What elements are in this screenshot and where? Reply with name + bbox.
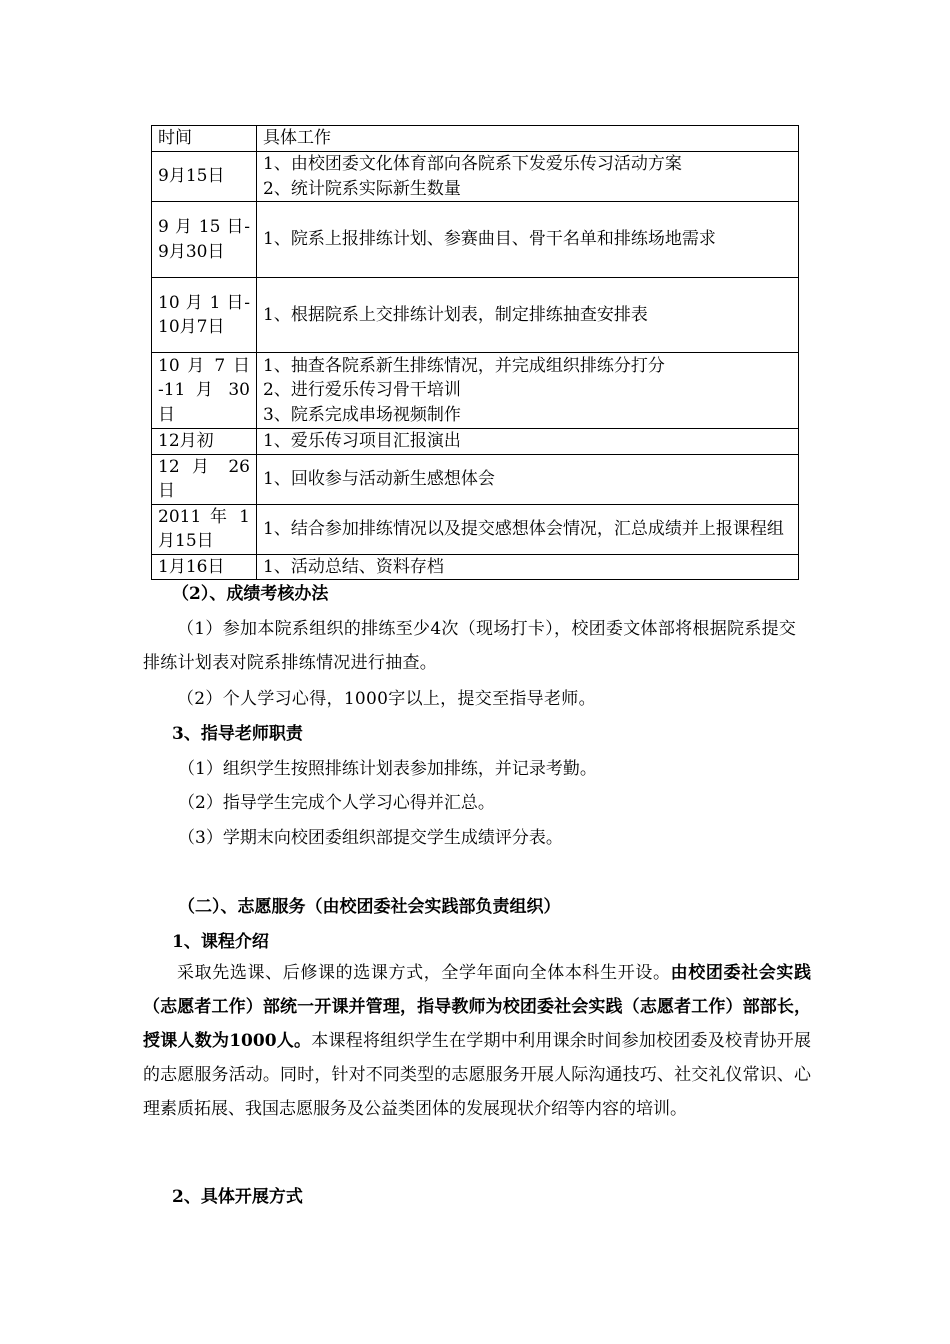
task-line: 1、结合参加排练情况以及提交感想体会情况，汇总成绩并上报课程组 (263, 518, 784, 539)
row-tasks (257, 429, 799, 455)
row-time: 12 月 26 日 (152, 454, 257, 504)
intro-text-2: 本课程将组织学生在学期中利用课余时间参加校团委及校青协开展的志愿服务活动。同时，针对不同类型的志愿服务开展人际沟通技巧、社交礼仪常识、心理素质拓展、我国志愿服务及公益类团体的发展现状介绍等内容的培训。 (143, 1031, 811, 1119)
teacher-item-1: （1）组织学生按照排练计划表参加排练，并记录考勤。 (178, 759, 597, 779)
task-line: 1、抽查各院系新生排练情况，并完成组织排练分打分 (263, 355, 665, 376)
table-row (152, 504, 799, 554)
table-row (152, 353, 799, 429)
intro-text-1: 采取先选课、后修课的选课方式，全学年面向全体本科生开设。 (177, 963, 671, 983)
teacher-item-2: （2）指导学生完成个人学习心得并汇总。 (178, 793, 495, 813)
volunteer-heading: （二）、志愿服务（由校团委社会实践部负责组织） (178, 897, 561, 917)
task-line: 2、进行爱乐传习骨干培训 (263, 380, 461, 401)
row-time: 9 月 15 日-9月30日 (152, 202, 257, 278)
row-time: 9月15日 (152, 152, 257, 202)
table-row (152, 554, 799, 580)
row-time: 2011 年 1 月15日 (152, 504, 257, 554)
table-header-row (152, 126, 799, 152)
course-intro-paragraph (143, 956, 811, 1126)
row-tasks (257, 554, 799, 580)
row-tasks (257, 504, 799, 554)
task-line: 1、回收参与活动新生感想体会 (263, 468, 495, 489)
table-row (152, 202, 799, 278)
header-time: 时间 (152, 126, 257, 152)
task-line: 3、院系完成串场视频制作 (263, 404, 461, 425)
table-row (152, 454, 799, 504)
task-line: 2、统计院系实际新生数量 (263, 178, 461, 199)
teacher-item-3: （3）学期末向校团委组织部提交学生成绩评分表。 (178, 828, 563, 848)
table-row (152, 278, 799, 353)
task-line: 1、院系上报排练计划、参赛曲目、骨干名单和排练场地需求 (263, 229, 716, 250)
task-line: 1、爱乐传习项目汇报演出 (263, 431, 461, 451)
assessment-heading: （2）、成绩考核办法 (172, 584, 329, 604)
header-tasks: 具体工作 (257, 126, 799, 152)
assessment-item-1: （1）参加本院系组织的排练至少4次（现场打卡），校团委文体部将根据院系提交排练计划表对院系排练情况进行抽查。 (143, 619, 797, 673)
row-time: 10 月 7 日 -11 月 30日 (152, 353, 257, 429)
assessment-item-2: （2）个人学习心得，1000字以上，提交至指导老师。 (177, 689, 596, 709)
task-line: 1、由校团委文化体育部向各院系下发爱乐传习活动方案 (263, 154, 682, 174)
task-line: 1、根据院系上交排练计划表，制定排练抽查安排表 (263, 304, 648, 325)
method-heading: 2、具体开展方式 (172, 1187, 303, 1207)
row-tasks (257, 454, 799, 504)
row-time: 12月初 (152, 429, 257, 455)
table-row (152, 429, 799, 455)
schedule-table (151, 125, 799, 580)
table-row (152, 152, 799, 202)
course-intro-heading: 1、课程介绍 (172, 932, 269, 952)
row-tasks (257, 152, 799, 202)
row-tasks (257, 278, 799, 353)
teacher-heading: 3、指导老师职责 (172, 724, 303, 744)
row-tasks (257, 202, 799, 278)
row-time: 1月16日 (152, 554, 257, 580)
row-tasks (257, 353, 799, 429)
task-line: 1、活动总结、资料存档 (263, 556, 444, 577)
intro-text-bold: 由校团委社会实践（志愿者工作）部统一开课并管理，指导教师为校团委社会实践（志愿者工作）部部长，授课人数为1000人。 (143, 963, 812, 1051)
row-time: 10 月 1 日-10月7日 (152, 278, 257, 353)
